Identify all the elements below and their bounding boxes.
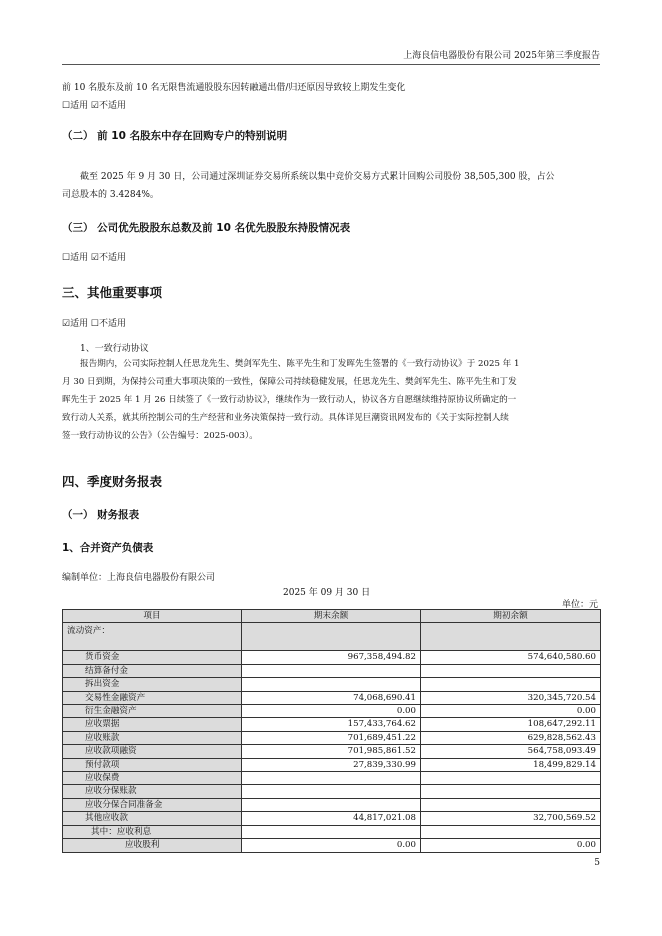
transfer-change-text: 前 10 名股东及前 10 名无限售流通股股东因转融通出借/归还原因导致较上期发生变化 bbox=[62, 83, 406, 93]
balance-sheet-table bbox=[62, 609, 601, 853]
row-end-balance: 0.00 bbox=[242, 705, 421, 718]
row-end-balance bbox=[242, 785, 421, 798]
preferred-shares-choice: ☐适用 ☑不适用 bbox=[62, 253, 126, 263]
table-row bbox=[63, 839, 601, 852]
paragraph-line: 报告期内，公司实际控制人任思龙先生、樊剑军先生、陈平先生和丁发晖先生签署的《一致行动协议》于 2025 年 1 bbox=[80, 359, 520, 369]
financial-reports-subtitle: （一） 财务报表 bbox=[62, 509, 140, 521]
row-item-label: 应收股利 bbox=[63, 839, 242, 852]
table-row bbox=[63, 678, 601, 691]
row-begin-balance bbox=[421, 772, 601, 785]
column-header-begin-balance: 期初余额 bbox=[421, 610, 601, 623]
row-item-label: 交易性金融资产 bbox=[63, 691, 242, 704]
table-row bbox=[63, 772, 601, 785]
row-end-balance: 157,433,764.62 bbox=[242, 718, 421, 731]
repurchase-section-title: （二） 前 10 名股东中存在回购专户的特别说明 bbox=[62, 130, 288, 142]
row-end-balance: 0.00 bbox=[242, 839, 421, 852]
paragraph-line: 致行动人关系，就其所控制公司的生产经营和业务决策保持一致行动。具体详见巨潮资讯网发布的《关于实际控制人续 bbox=[62, 413, 509, 423]
table-row bbox=[63, 785, 601, 798]
row-item-label: 应收分保合同准备金 bbox=[63, 798, 242, 811]
table-header-row bbox=[63, 610, 601, 623]
row-begin-balance: 629,828,562.43 bbox=[421, 731, 601, 744]
row-end-balance bbox=[242, 798, 421, 811]
row-item-label: 其他应收款 bbox=[63, 812, 242, 825]
current-assets-label: 流动资产： bbox=[63, 623, 242, 651]
repurchase-text-line2: 司总股本的 3.4284%。 bbox=[62, 190, 159, 200]
row-item-label: 应收分保账款 bbox=[63, 785, 242, 798]
row-end-balance: 27,839,330.99 bbox=[242, 758, 421, 771]
concert-agreement-subtitle: 1、一致行动协议 bbox=[80, 344, 149, 354]
row-item-label: 其中：应收利息 bbox=[63, 825, 242, 838]
page-number: 5 bbox=[594, 858, 600, 868]
row-begin-balance: 564,758,093.49 bbox=[421, 745, 601, 758]
row-begin-balance: 320,345,720.54 bbox=[421, 691, 601, 704]
currency-unit: 单位：元 bbox=[561, 600, 598, 610]
row-begin-balance: 32,700,569.52 bbox=[421, 812, 601, 825]
row-begin-balance bbox=[421, 798, 601, 811]
row-item-label: 货币资金 bbox=[63, 651, 242, 664]
row-end-balance bbox=[242, 825, 421, 838]
concert-agreement-paragraph bbox=[62, 355, 600, 445]
table-row bbox=[63, 691, 601, 704]
row-end-balance: 44,817,021.08 bbox=[242, 812, 421, 825]
table-row bbox=[63, 812, 601, 825]
row-end-balance: 74,068,690.41 bbox=[242, 691, 421, 704]
row-item-label: 结算备付金 bbox=[63, 664, 242, 677]
preferred-shares-section-title: （三） 公司优先股股东总数及前 10 名优先股股东持股情况表 bbox=[62, 222, 351, 234]
table-row bbox=[63, 718, 601, 731]
row-begin-balance: 574,640,580.60 bbox=[421, 651, 601, 664]
compiler-unit: 编制单位：上海良信电器股份有限公司 bbox=[62, 573, 216, 583]
row-begin-balance bbox=[421, 678, 601, 691]
row-end-balance bbox=[242, 678, 421, 691]
row-item-label: 应收账款 bbox=[63, 731, 242, 744]
row-item-label: 应收票据 bbox=[63, 718, 242, 731]
row-begin-balance bbox=[421, 664, 601, 677]
report-date: 2025 年 09 月 30 日 bbox=[283, 588, 371, 598]
table-row bbox=[63, 623, 601, 651]
row-end-balance: 701,985,861.52 bbox=[242, 745, 421, 758]
other-matters-choice: ☑适用 ☐不适用 bbox=[62, 319, 126, 329]
table-row bbox=[63, 664, 601, 677]
table-row bbox=[63, 798, 601, 811]
row-begin-balance: 0.00 bbox=[421, 705, 601, 718]
row-end-balance bbox=[242, 772, 421, 785]
transfer-change-choice: ☐适用 ☑不适用 bbox=[62, 101, 126, 111]
table-row bbox=[63, 758, 601, 771]
row-item-label: 衍生金融资产 bbox=[63, 705, 242, 718]
paragraph-line: 月 30 日到期，为保持公司重大事项决策的一致性，保障公司持续稳健发展，任思龙先生、樊剑军先生、陈平先生和丁发 bbox=[62, 377, 517, 387]
paragraph-line: 晖先生于 2025 年 1 月 26 日续签了《一致行动协议》，继续作为一致行动人，协议各方自愿继续维持原协议所确定的一 bbox=[62, 395, 517, 405]
table-row bbox=[63, 745, 601, 758]
table-cell bbox=[242, 623, 421, 651]
row-item-label: 拆出资金 bbox=[63, 678, 242, 691]
other-matters-title: 三、其他重要事项 bbox=[62, 285, 163, 300]
table-row bbox=[63, 731, 601, 744]
table-row bbox=[63, 825, 601, 838]
report-header-title: 上海良信电器股份有限公司 2025年第三季度报告 bbox=[403, 51, 600, 61]
financial-statements-title: 四、季度财务报表 bbox=[62, 474, 163, 489]
row-end-balance bbox=[242, 664, 421, 677]
repurchase-text-line1: 截至 2025 年 9 月 30 日，公司通过深圳证券交易所系统以集中竞价交易方式累计回购公司股份 38,505,300 股，占公 bbox=[80, 172, 555, 182]
row-end-balance: 967,358,494.82 bbox=[242, 651, 421, 664]
row-begin-balance: 18,499,829.14 bbox=[421, 758, 601, 771]
column-header-item: 项目 bbox=[63, 610, 242, 623]
table-row bbox=[63, 651, 601, 664]
column-header-end-balance: 期末余额 bbox=[242, 610, 421, 623]
row-item-label: 应收款项融资 bbox=[63, 745, 242, 758]
header-divider bbox=[62, 64, 600, 65]
row-begin-balance bbox=[421, 785, 601, 798]
row-item-label: 应收保费 bbox=[63, 772, 242, 785]
balance-sheet-title: 1、合并资产负债表 bbox=[62, 542, 154, 554]
table-cell bbox=[421, 623, 601, 651]
row-item-label: 预付款项 bbox=[63, 758, 242, 771]
table-row bbox=[63, 705, 601, 718]
row-end-balance: 701,689,451.22 bbox=[242, 731, 421, 744]
paragraph-line: 签一致行动协议的公告》（公告编号：2025-003）。 bbox=[62, 431, 258, 441]
row-begin-balance: 0.00 bbox=[421, 839, 601, 852]
row-begin-balance: 108,647,292.11 bbox=[421, 718, 601, 731]
row-begin-balance bbox=[421, 825, 601, 838]
